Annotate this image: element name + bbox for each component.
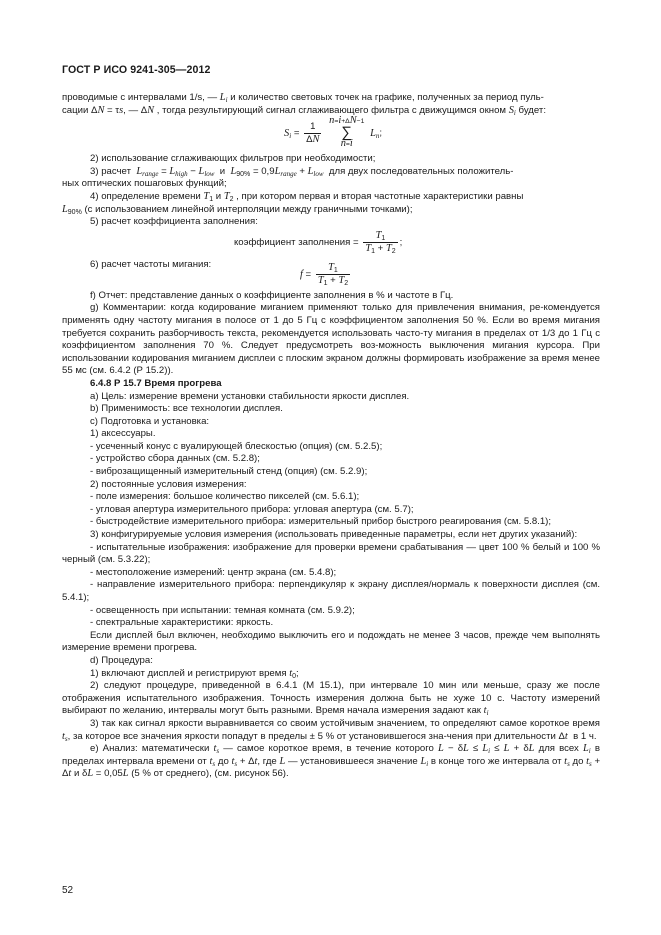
item-c1b: - устройство сбора данных (см. 5.2.8); — [90, 453, 260, 465]
item-c2: 2) постоянные условия измерения: — [90, 478, 247, 490]
item-c1a: - усеченный конус с вуалирующей блескостью (опция) (см. 5.2.5); — [90, 440, 383, 452]
item-f: f) Отчет: представление данных о коэффициенте заполнения в % и частоте в Гц. — [90, 289, 454, 301]
item-2: 2) использование сглаживающих фильтров при необходимости; — [90, 153, 376, 165]
item-c3: 3) конфигурируемые условия измерения (использовать приведенные параметры, если нет других указаний): — [90, 529, 578, 541]
document-header: ГОСТ Р ИСО 9241-305—2012 — [62, 64, 211, 76]
document-body — [62, 92, 600, 781]
item-c: c) Подготовка и установка: — [90, 415, 210, 427]
item-3: 3) расчет $L_{range} = L_{high} - L_{low}$ и $L_{90\%} = 0,9L_{range} + L_{low}$ для двух последовательных положитель- — [90, 165, 514, 178]
item-c3a: - испытательные изображения: изображение для проверки времени срабатывания — цвет 100 % белый и 100 % черный (см. 5.3.22); — [62, 541, 600, 566]
item-c2a: - поле измерения: большое количество пикселей (см. 5.6.1); — [90, 491, 360, 503]
formula-duty-cycle: коэффициент заполнения = $\frac{T_1}{T_1 + T_2}$ ; — [234, 229, 403, 255]
section-heading: 6.4.8 Р 15.7 Время прогрева — [90, 377, 222, 389]
item-c1c: - виброзащищенный измерительный стенд (опция) (см. 5.2.9); — [90, 466, 368, 478]
item-4-cont: $L_{90\%}$ (с использованием линейной интерполяции между граничными точками); — [62, 203, 413, 216]
item-3-cont: ных оптических пошаговых функций; — [62, 178, 227, 190]
item-g: g) Комментарии: когда кодирование миганием применяют только для привлечения внимания, ре-комендуется применять одну частоту мигания в полосе от 1 до 5 Гц с коэффициентом заполнения 50 %. Если во время мигания требуется сохранить разборчивость текста, рекомендуется использовать часто-ту мигания в пределах от 1/3 до 1 Гц с коэффициентом заполнения 70 %. Следует предусмотреть воз-можность выключения мигания курсора. При использовании кодирования миганием дисплеи с плоским экраном должны формировать изображение за время менее 55 мс (см. 6.4.2 (Р 15.2)). — [62, 302, 600, 377]
formula-frequency: 6) расчет частоты мигания: f = $\frac{T_1}{T_1 + T_2}$ — [90, 258, 349, 287]
item-e: e) Анализ: математически $t_s$ — самое короткое время, в течение которого $L - \delta L \le L_i \le L + \delta L$ для всех $L_i$ в пределах интервала времени от $t_s$ до $t_s + \Delta t$, где L — установившееся значение $L_i$ в конце того же интервала от $t_s$ до $t_s + \Delta t$ и δL = 0,05L (5 % от среднего), (см. рисунок 56). — [62, 743, 601, 780]
item-c3c: - направление измерительного прибора: перпендикуляр к экрану дисплея/нормаль к поверхности дисплея (см. 5.4.1); — [62, 579, 600, 603]
item-5: 5) расчет коэффициента заполнения: — [90, 216, 258, 228]
item-c2c: - быстродействие измерительного прибора: измерительный прибор быстрого реагирования (см. 5.8.1); — [90, 516, 552, 528]
item-c1: 1) аксессуары. — [90, 428, 156, 440]
paragraph-power-off: Если дисплей был включен, необходимо выключить его и подождать не менее 3 часов, прежде чем выполнять измерение времени прогрева. — [62, 629, 600, 654]
page-number: 52 — [62, 885, 74, 896]
item-a: a) Цель: измерение времени установки стабильности яркости дисплея. — [90, 390, 410, 402]
item-b: b) Применимость: все технологии дисплея. — [90, 403, 283, 415]
item-d: d) Процедура: — [90, 654, 153, 666]
formula-smoothing: $S_i$ = $\frac{1}{\Delta N}$ n=i+ΔN−1 ∑ n=i $L_n$; — [284, 115, 383, 150]
item-c3b: - местоположение измерений: центр экрана (см. 5.4.8); — [90, 566, 337, 578]
item-d2: 2) следуют процедуре, приведенной в 6.4.1 (М 15.1), при интервале 10 мин или меньше, сразу же после отображения испытательного изображения. Точность измерения должна быть не хуже 10 с. Частоту измерений выбирают по желанию, интервалы могут быть разными. Время начала измерения задают как $t_i$ — [62, 680, 600, 718]
item-4: 4) определение времени $T_1$ и $T_2$ , при котором первая и вторая частотные характеристики равны — [90, 190, 524, 203]
item-d3: 3) так как сигнал яркости выравнивается со своим устойчивым значением, то определяют самое короткое время $t_s$, за которое все значения яркости попадут в пределы ± 5 % от установившегося зна-чения при длительности Δt в 1 ч. — [62, 717, 600, 743]
paragraph-intro: проводимые с интервалами 1/s, — $L_i$ и количество световых точек на графике, полученных за период пуль- сации ΔN = τs, — ΔN , тогда результирующий сигнал сглаживающего фильтра с движущимся окном $S_i$ будет: — [62, 92, 546, 117]
item-c3d: - освещенность при испытании: темная комната (см. 5.9.2); — [90, 604, 355, 616]
item-d1: 1) включают дисплей и регистрируют время $t_0$; — [90, 667, 299, 680]
item-6: 6) расчет частоты мигания: — [90, 258, 212, 270]
item-c3e: - спектральные характеристики: яркость. — [90, 617, 274, 629]
item-c2b: - угловая апертура измерительного прибора: угловая апертура (см. 5.7); — [90, 503, 414, 515]
